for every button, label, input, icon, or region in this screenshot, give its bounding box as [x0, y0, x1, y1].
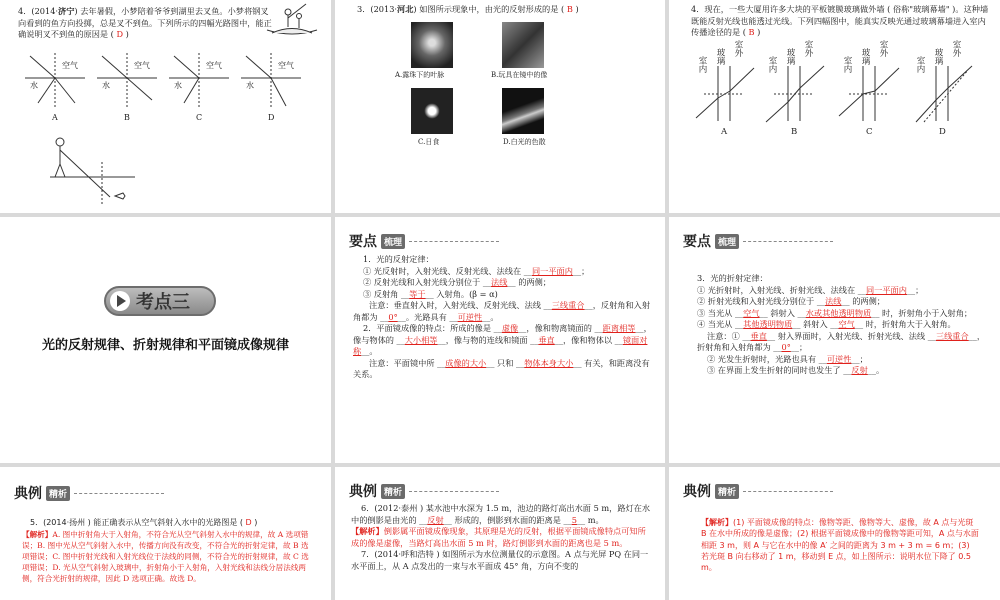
glass-diagram-b [766, 39, 824, 136]
key-points-text: 3．光的折射定律： ① 光折射时，入射光线、折射光线、法线在 __同一平面内__； ② 折射光线和入射光线分别位于 __法线__ 的两侧； ③ 当光从 __空气__ 斜射入 __水或其他透明物质__ 时，折射角小于入射角； ④ 当光从 __其他透明物质__ 斜射入 __空气__ 时，折射角大于入射角。 注意：① __垂直__ 射入界面时，入射光线、折射光线、法线 __三线重合__，折射角和入射角都为 __0°__； ② 光发生折射时，光路也具有 __可逆性__； ③ 在界面上发生折射的同时也发生了 __反射__。 [697, 273, 986, 375]
section-badge-label: 考点三 [136, 292, 190, 313]
svg-text:室外: 室外 [733, 40, 743, 57]
key-points-text: 1．光的反射定律： ① 光反射时，入射光线、反射光线、法线在 __同一平面内__； ② 反射光线和入射光线分别位于 __法线__ 的两侧； ③ 反射角 __等于__ 入射角。(β = α) 注意：垂直射入时，入射光线、反射光线、法线 __三线重合__，反射角和入射角都为 __0°__。光路具有 __可逆性__。 2．平面镜成像的特点：所成的像是 __虚像__，像和物离镜面的 __距离相等__，像与物体的 __大小相等__，像与物的连线和镜面 __垂直__，像和物体以 __镜面对称__。 注意：平面镜中所 __成像的大小__ 只和 __物体本身大小__ 有关，和距离没有关系。 [353, 254, 652, 379]
slide-6-thumbnail[interactable] [669, 217, 1000, 463]
svg-text:室外: 室外 [803, 40, 813, 57]
mirror-toy-photo [502, 22, 544, 68]
diagram-b [97, 53, 157, 122]
example-question: 5．(2014·扬州 ) 能正确表示从空气斜射入水中的光路图是 ( D ) [30, 518, 258, 527]
question-text: 4．现在，一些大厦用许多大块的平板镀膜玻璃做外墙 ( 俗称"玻璃幕墙" )。这种墙既能反射光线也能透过光线。下列四幅图中，能真实反映光通过玻璃幕墙进入室内传播途径的是 ( B ) [691, 4, 989, 37]
example-header: 典例 精析 [683, 481, 833, 501]
svg-text:水: 水 [102, 81, 110, 90]
example-analysis: 【解析】A. 图中折射角大于入射角，不符合光从空气斜射入水中的规律，故 A 选项错误；B. 图中光从空气斜射入水中，传播方向没有改变，不符合光的折射定律，故 B 选项错误；C. 图中折射光线和入射光线位于法线的同侧，不符合光的折射规律，故 C 选项错误；D. 光从空气斜射入玻璃中，折射角小于入射角，入射光线和法线分居法线两侧，符合光折射的规律，因此 D 选项正确。故选 D。 [22, 530, 309, 583]
slide-7-thumbnail[interactable] [0, 467, 331, 600]
svg-text:空气: 空气 [62, 61, 78, 70]
svg-text:水: 水 [246, 81, 254, 90]
svg-text:C: C [866, 127, 873, 136]
svg-text:B: B [124, 113, 130, 122]
svg-text:D: D [939, 127, 946, 136]
dew-leaf-photo [411, 22, 453, 68]
svg-text:室内: 室内 [842, 56, 852, 73]
svg-text:空气: 空气 [206, 61, 222, 70]
question-text: 3．(2013·河北) 如图所示现象中，由光的反射形成的是 ( B ) [357, 4, 579, 14]
svg-text:玻璃: 玻璃 [860, 48, 870, 65]
svg-text:玻璃: 玻璃 [933, 48, 943, 65]
slide-3-thumbnail[interactable] [669, 0, 1000, 213]
svg-text:C: C [196, 113, 203, 122]
slide-4-thumbnail[interactable] [0, 217, 331, 463]
svg-text:B: B [791, 127, 798, 136]
svg-text:空气: 空气 [278, 61, 294, 70]
caption-b: B.玩具在镜中的像 [491, 71, 548, 79]
fishing-illustration [262, 0, 322, 40]
glass-diagram-c [839, 39, 899, 136]
glass-diagram-d [915, 39, 972, 136]
svg-text:室内: 室内 [915, 56, 925, 73]
svg-text:室外: 室外 [878, 40, 888, 57]
slide-1-thumbnail[interactable] [0, 0, 331, 213]
question-text: 4．(2014·济宁) 去年暑假，小梦陪着爷爷到湖里去叉鱼。小梦将钢叉向看到的鱼方向投掷，总是叉不到鱼。下列所示的四幅光路图中，能正确说明叉不到鱼的原因是 ( D ) [18, 6, 272, 39]
svg-text:室外: 室外 [951, 40, 961, 57]
example-header: 典例 精析 [14, 483, 164, 503]
eclipse-photo [411, 88, 453, 134]
glass-diagram-a [696, 39, 754, 136]
example-analysis: 【解析】(1) 平面镜成像的特点：像物等距、像物等大、虚像，故 A 点与光斑 B 在水中所成的像是虚像；(2) 根据平面镜成像中的像物等距可知，A 点与水面相距 3 m，则 A 与它在水中的像 A′ 之间的距离为 3 m + 3 m = 6 m；(3) 若光斑 B 向右移动了 1 m，移动到 E 点，如上图所示：说明水位下降了 0.5 m。 [701, 518, 979, 573]
caption-d: D.白光的色散 [503, 138, 546, 146]
svg-text:空气: 空气 [134, 61, 150, 70]
glass-wall-diagrams [684, 36, 989, 136]
light-path-diagrams [10, 48, 320, 123]
diagram-c [169, 53, 229, 122]
diagram-a [25, 53, 85, 122]
slide-9-thumbnail[interactable] [669, 467, 1000, 600]
caption-c: C.日食 [418, 138, 440, 146]
caption-a: A.露珠下的叶脉 [395, 71, 445, 79]
svg-text:玻璃: 玻璃 [785, 48, 795, 65]
slide-5-thumbnail[interactable] [335, 217, 665, 463]
key-points-header: 要点 梳理 [349, 231, 499, 251]
diagram-d [241, 53, 301, 122]
svg-text:室内: 室内 [697, 56, 707, 73]
section-badge [104, 286, 216, 316]
key-points-header: 要点 梳理 [683, 231, 833, 251]
fisherman-diagram [40, 132, 140, 207]
dispersion-photo [502, 88, 544, 134]
slide-8-thumbnail[interactable] [335, 467, 665, 600]
svg-text:D: D [268, 113, 275, 122]
example-text: 6．(2012·泰州 ) 某水池中水深为 1.5 m，池边的路灯高出水面 5 m，路灯在水中的倒影是由光的 __反射__ 形成的，倒影到水面的距离是 __5__ m。 【解析】倒影属平面镜成像现象，其原理是光的反射，根据平面镜成像特点可知所成的像是虚像，当路灯高出水面 5 m 时，路灯倒影到水面的距离也是 5 m。 7．(2014·呼和浩特 ) 如图所示为水位测量仪的示意图。A 点与光屏 PQ 在同一水平面上，从 A 点发出的一束与水平面成 45° 角，方向不变的 [351, 503, 651, 571]
svg-text:A: A [52, 113, 58, 122]
svg-text:玻璃: 玻璃 [715, 48, 725, 65]
svg-text:室内: 室内 [767, 56, 777, 73]
svg-text:水: 水 [30, 81, 38, 90]
slide-2-thumbnail[interactable] [335, 0, 665, 213]
section-title: 光的反射规律、折射规律和平面镜成像规律 [41, 338, 289, 353]
svg-text:A: A [721, 127, 728, 136]
svg-text:水: 水 [174, 81, 182, 90]
example-header: 典例 精析 [349, 481, 499, 501]
play-icon [110, 291, 130, 311]
